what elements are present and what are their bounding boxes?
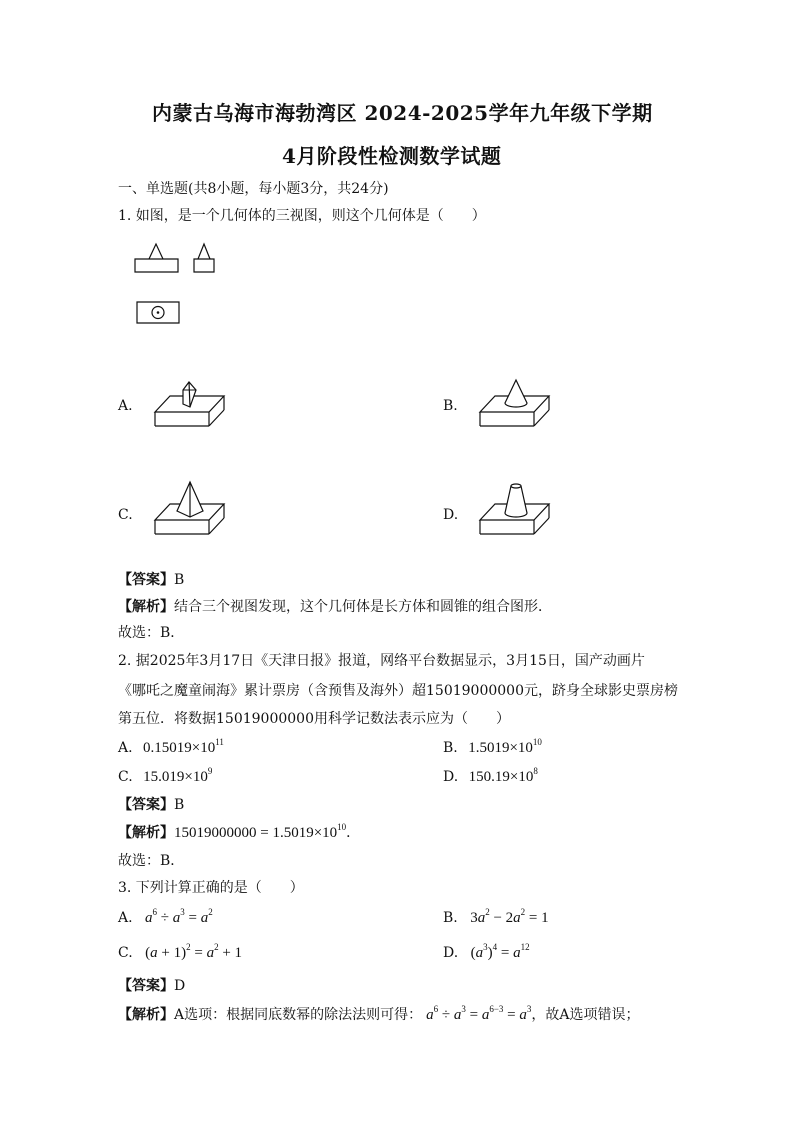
question-3-option-a xyxy=(118,909,213,927)
three-view-diagram xyxy=(130,238,220,328)
answer-label: 【答案】 xyxy=(118,978,174,994)
option-expression: $150.19\times 10^8$ xyxy=(468,766,538,785)
question-2-stem-line3: 第五位．将数据15019000000用科学记数法表示应为（ ） xyxy=(118,711,510,727)
section-heading: 一、单选题(共8小题，每小题3分，共24分) xyxy=(118,181,389,197)
option-label: D. xyxy=(443,945,459,961)
option-b-figure xyxy=(475,380,555,428)
question-1-stem: 1. 如图，是一个几何体的三视图，则这个几何体是（ ） xyxy=(118,208,486,224)
question-3-stem: 3. 下列计算正确的是（ ） xyxy=(118,880,304,896)
question-3-option-c xyxy=(118,944,242,962)
analysis-label: 【解析】 xyxy=(118,1007,174,1023)
option-label: A. xyxy=(118,740,133,756)
question-1-answer xyxy=(118,571,184,589)
option-a-label: A. xyxy=(118,398,133,414)
analysis-expression: $15019000000 = 1.5019\times 10^{10}$ xyxy=(174,822,347,841)
answer-value: D xyxy=(174,978,186,994)
question-2-stem-line2: 《哪吒之魔童闹海》累计票房（含预售及海外）超15019000000元，跻身全球影史票房榜 xyxy=(118,683,678,699)
option-b-label: B. xyxy=(443,398,458,414)
question-2-option-c xyxy=(118,768,212,786)
option-c-figure xyxy=(150,480,230,536)
option-d-label: D. xyxy=(443,507,459,523)
question-3-option-b xyxy=(443,909,549,927)
analysis-expression: $a^6 \div a^3 = a^{6-3} = a^3$ xyxy=(426,1004,532,1023)
option-expression: $a^6 \div a^3 = a^2$ xyxy=(145,907,213,926)
option-label: C. xyxy=(118,769,133,785)
option-expression: $3a^2 - 2a^2 = 1$ xyxy=(470,907,549,926)
option-label: A. xyxy=(118,910,133,926)
option-label: C. xyxy=(118,945,133,961)
question-2-stem-line1: 2. 据2025年3月17日《天津日报》报道，网络平台数据显示，3月15日，国产动画片 xyxy=(118,653,645,669)
doc-title-line1: 内蒙古乌海市海勃湾区 2024-2025学年九年级下学期 xyxy=(152,101,653,125)
option-label: D. xyxy=(443,769,459,785)
option-expression: $(a + 1)^2 = a^2 + 1$ xyxy=(145,942,243,961)
question-2-option-d xyxy=(443,768,538,786)
answer-label: 【答案】 xyxy=(118,572,174,588)
answer-value: B xyxy=(174,797,185,813)
option-label: B. xyxy=(443,910,458,926)
answer-value: B xyxy=(174,572,185,588)
question-2-conclusion: 故选：B． xyxy=(118,853,185,869)
question-2-answer xyxy=(118,796,184,814)
analysis-label: 【解析】 xyxy=(118,825,174,841)
question-3-answer xyxy=(118,977,185,995)
option-expression: $15.019\times 10^9$ xyxy=(143,766,213,785)
option-c-label: C. xyxy=(118,507,133,523)
answer-label: 【答案】 xyxy=(118,797,174,813)
option-expression: $1.5019\times 10^{10}$ xyxy=(468,737,542,756)
doc-title-line2: 4月阶段性检测数学试题 xyxy=(282,144,502,168)
option-label: B. xyxy=(443,740,458,756)
question-2-analysis: 【解析】$15019000000 = 1.5019\times 10^{10}$． xyxy=(118,822,361,841)
option-expression: $(a^3)^4 = a^{12}$ xyxy=(470,942,530,961)
question-1-analysis xyxy=(118,598,552,616)
option-expression: $0.15019\times 10^{11}$ xyxy=(143,737,224,756)
option-d-figure xyxy=(475,480,555,536)
option-a-figure xyxy=(150,380,230,428)
question-2-option-a xyxy=(118,739,224,757)
question-3-analysis: 【解析】A选项：根据同底数幂的除法法则可得： $a^6 \div a^3 = a^{6-3} = a^3$，故A选项错误； xyxy=(118,1004,640,1023)
analysis-text: 结合三个视图发现，这个几何体是长方体和圆锥的组合图形． xyxy=(174,599,552,615)
analysis-label: 【解析】 xyxy=(118,599,174,615)
question-3-option-d xyxy=(443,944,530,962)
question-2-option-b xyxy=(443,739,542,757)
question-1-conclusion: 故选：B． xyxy=(118,625,185,641)
analysis-text: A选项：根据同底数幂的除法法则可得： xyxy=(174,1007,423,1023)
